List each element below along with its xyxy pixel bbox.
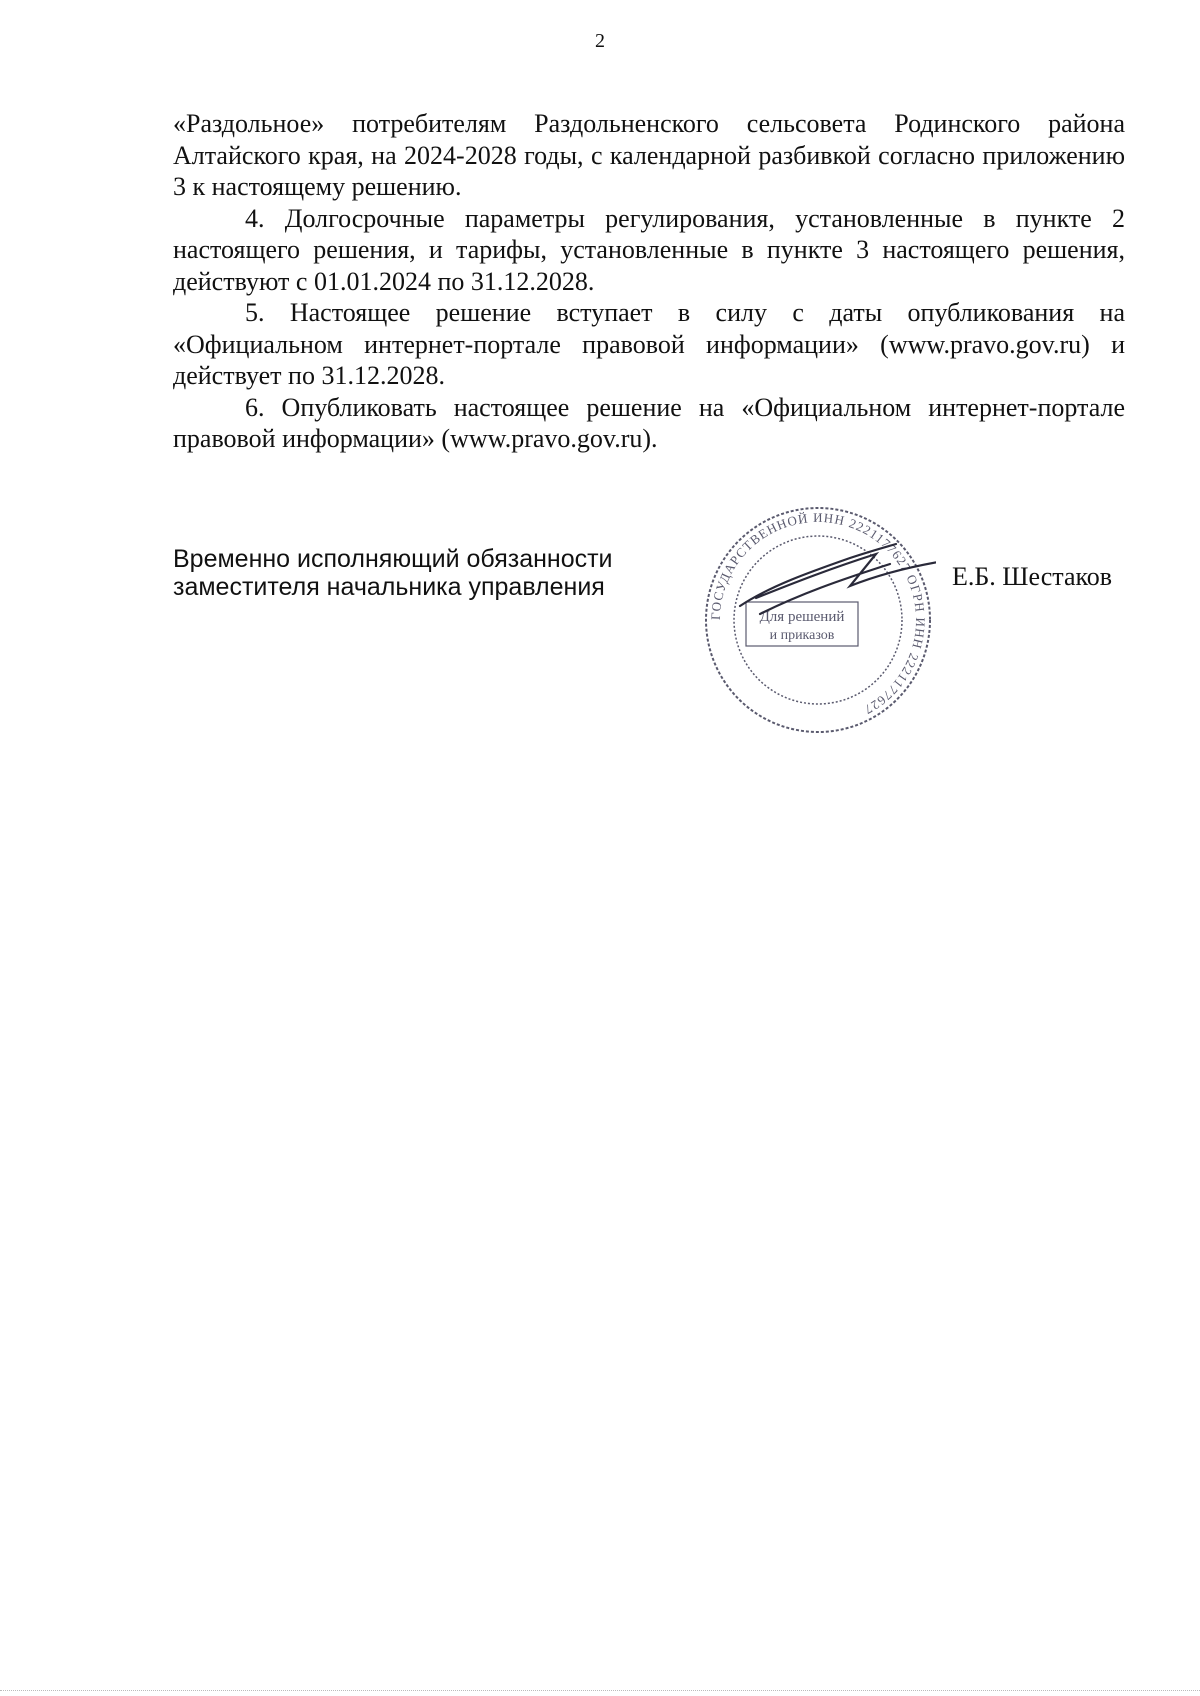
page-number: 2: [595, 30, 605, 52]
text-line: «Раздольное» потребителям Раздольненского сельсовета Родинского района: [173, 109, 1125, 138]
text-line: решения, действуют с 01.01.2024 по 31.12.2028.: [173, 235, 1125, 296]
stamp-inner-text: Для решений: [759, 609, 845, 625]
official-stamp: [700, 502, 936, 738]
signer-name: Е.Б. Шестаков: [952, 562, 1113, 591]
text-line: и действует по 31.12.2028.: [173, 329, 1125, 390]
text-line: 6. Опубликовать настоящее решение на «Официальном интернет-: [245, 392, 1038, 422]
paragraph-item-6: [173, 392, 1125, 455]
signer-title-line: заместителя начальника управления: [173, 573, 605, 601]
stamp-inner-text: и приказов: [769, 628, 835, 643]
text-line: 5. Настоящее решение вступает в силу с даты опубликования на: [245, 298, 1125, 327]
stamp-seal-graphic: [700, 502, 936, 738]
text-line: приложению 3 к настоящему решению.: [173, 140, 1125, 201]
paragraph-continuation: [173, 108, 1125, 203]
footer-divider: [0, 1690, 1200, 1691]
signer-title: [173, 545, 653, 601]
text-line: настоящего решения, и тарифы, установленные в пункте 3 настоящего: [173, 235, 1023, 264]
text-line: 4. Долгосрочные параметры регулирования, установленные в пункте 2: [245, 203, 1125, 233]
paragraph-item-4: [173, 203, 1125, 298]
text-line: «Официальном интернет-портале правовой информации» (www.pravo.gov.ru): [173, 329, 1112, 359]
text-line: портале правовой информации» (www.pravo.gov.ru).: [173, 392, 1125, 453]
document-body: [173, 108, 1125, 455]
text-line: Алтайского края, на 2024-2028 годы, с календарной разбивкой согласно: [173, 140, 983, 170]
stamp-ring-text: ГОСУДАРСТВЕННОЙ ИНН 2221177627 ОГРН ИНН 2221177627: [707, 509, 929, 718]
paragraph-item-5: [173, 297, 1125, 392]
signer-title-line: Временно исполняющий обязанности: [173, 545, 613, 573]
